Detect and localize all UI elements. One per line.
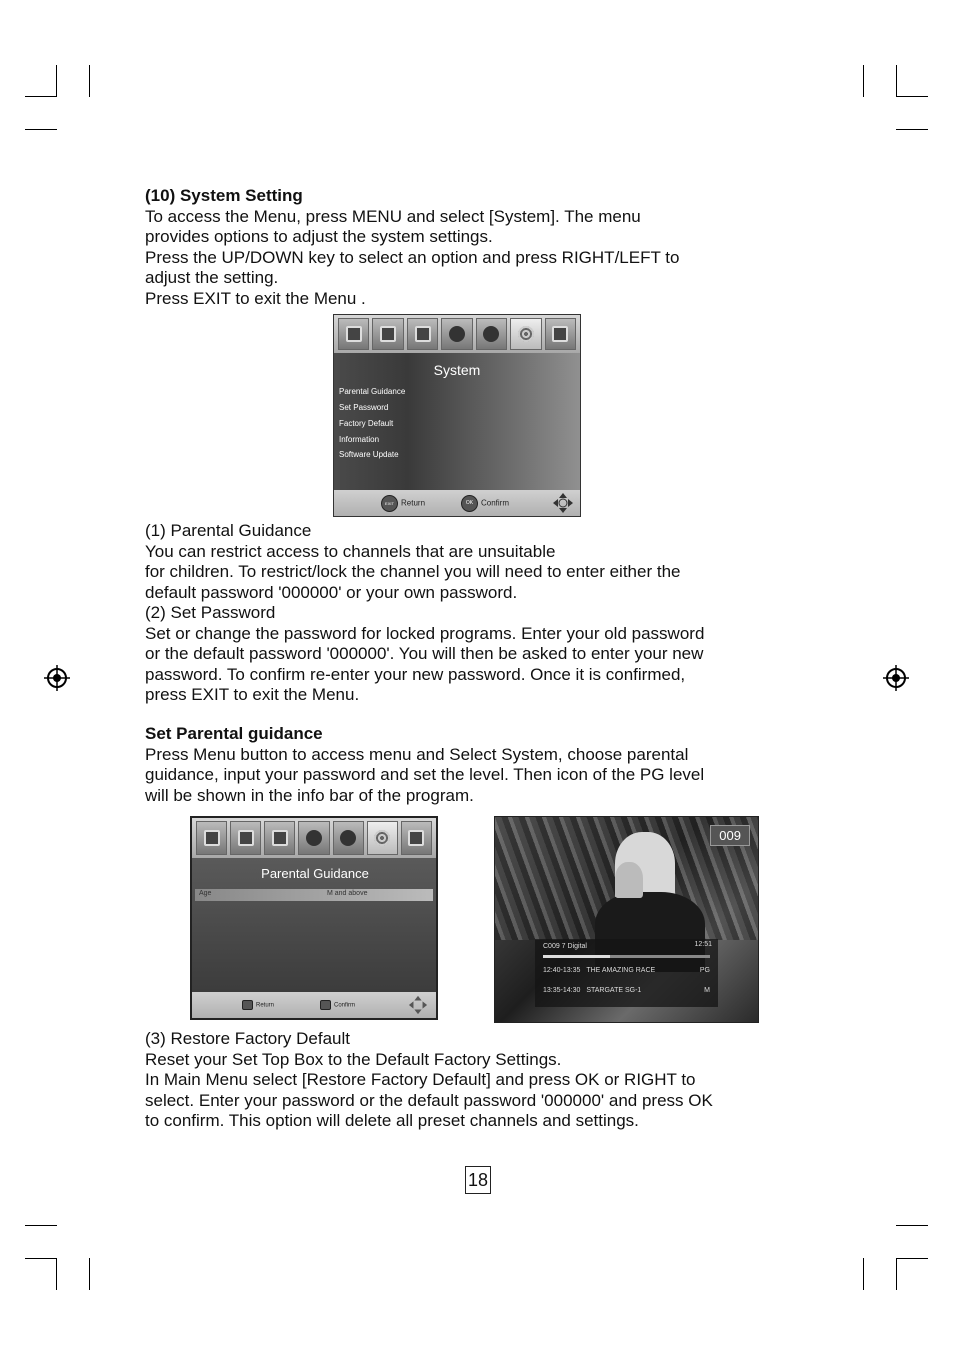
age-label: Age: [199, 890, 212, 897]
program-row: [543, 967, 710, 974]
menu-item: Information: [339, 435, 380, 444]
system-icon: [367, 821, 398, 855]
crop-mark: [89, 1258, 90, 1290]
crop-mark: [896, 1258, 928, 1259]
paragraph-line: for children. To restrict/lock the channel you will need to enter either the: [145, 562, 681, 581]
exit-key-label: EXIT: [385, 501, 394, 506]
picture-icon: [230, 821, 261, 855]
section-title: (10) System Setting: [145, 186, 303, 205]
program-title: STARGATE SG-1: [586, 987, 642, 994]
paragraph-line: Press the UP/DOWN key to select an option and press RIGHT/LEFT to: [145, 247, 680, 267]
option-icon: [476, 318, 507, 350]
parental-guidance-screenshot: [190, 816, 438, 1020]
return-hint: [381, 495, 425, 512]
menu-item: Software Update: [339, 450, 399, 459]
usb-icon: [401, 821, 432, 855]
crop-mark: [89, 65, 90, 97]
progress-bar: [543, 955, 710, 958]
ok-key-label: OK: [465, 500, 474, 506]
navigation-arrows-icon: [552, 492, 574, 514]
program-icon: [196, 821, 227, 855]
menu-title: System: [433, 362, 481, 378]
option-icon: [333, 821, 364, 855]
return-hint: [242, 1000, 274, 1010]
crop-mark: [896, 1258, 897, 1290]
menu-icon-bar: [334, 315, 580, 353]
info-bar: [535, 939, 718, 1007]
exit-key-icon: [381, 495, 398, 512]
paragraph-line: press EXIT to exit the Menu.: [145, 685, 360, 704]
person-photo: [615, 862, 643, 898]
program-title: THE AMAZING RACE: [586, 967, 656, 974]
menu-item: Parental Guidance: [339, 387, 406, 396]
channel-search-icon: [264, 821, 295, 855]
system-icon: [510, 318, 541, 350]
paragraph-line: You can restrict access to channels that are unsuitable: [145, 541, 556, 561]
paragraph-line: will be shown in the info bar of the program.: [145, 785, 474, 805]
channel-number: 009: [710, 825, 750, 846]
ok-key-icon: [461, 495, 478, 512]
paragraph-line: provides options to adjust the system settings.: [145, 227, 493, 246]
system-menu-screenshot: [333, 314, 581, 517]
clock-time: 12:51: [694, 941, 712, 948]
menu-footer: [334, 490, 580, 516]
crop-mark: [25, 1225, 57, 1226]
ok-key-icon: [320, 1000, 331, 1010]
crop-mark: [56, 1258, 57, 1290]
crop-mark: [896, 1225, 928, 1226]
program-time: 12:40-13:35: [543, 967, 581, 974]
paragraph-line: (2) Set Password: [145, 603, 276, 622]
paragraph-line: or the default password '000000'. You will then be asked to enter your new: [145, 644, 704, 663]
program-rating: PG: [699, 967, 710, 974]
paragraph-line: Press EXIT to exit the Menu .: [145, 288, 366, 308]
program-row: [543, 987, 710, 994]
registration-mark-icon: [883, 665, 909, 691]
menu-footer: [192, 992, 436, 1018]
confirm-hint: [461, 495, 509, 512]
paragraph-line: (3) Restore Factory Default: [145, 1029, 351, 1048]
time-icon: [441, 318, 472, 350]
paragraph-line: To access the Menu, press MENU and select [System]. The menu: [145, 206, 641, 226]
menu-icon-bar: [192, 818, 436, 858]
page-number: 18: [465, 1166, 491, 1194]
crop-mark: [896, 96, 928, 97]
paragraph-line: adjust the setting.: [145, 268, 279, 287]
menu-item: Set Password: [339, 403, 389, 412]
paragraph-line: to confirm. This option will delete all preset channels and settings.: [145, 1111, 639, 1130]
picture-icon: [372, 318, 403, 350]
confirm-hint: [320, 1000, 355, 1010]
program-time: 13:35-14:30: [543, 987, 581, 994]
crop-mark: [25, 129, 57, 130]
paragraph-line: In Main Menu select [Restore Factory Default] and press OK or RIGHT to: [145, 1070, 696, 1089]
paragraph-line: Set or change the password for locked programs. Enter your old password: [145, 623, 705, 643]
channel-search-icon: [407, 318, 438, 350]
time-icon: [298, 821, 329, 855]
paragraph-line: (1) Parental Guidance: [145, 521, 312, 540]
paragraph-line: guidance, input your password and set the level. Then icon of the PG level: [145, 765, 705, 784]
registration-mark-icon: [44, 665, 70, 691]
age-row[interactable]: [195, 889, 433, 901]
navigation-arrows-icon: [408, 995, 428, 1015]
crop-mark: [56, 65, 57, 97]
menu-item: Factory Default: [339, 419, 394, 428]
crop-mark: [25, 96, 57, 97]
set-parental-block: [145, 724, 704, 806]
subsection-title: Set Parental guidance: [145, 724, 323, 743]
paragraph-line: Press Menu button to access menu and Select System, choose parental: [145, 744, 689, 764]
paragraph-line: password. To confirm re-enter your new password. Once it is confirmed,: [145, 664, 686, 684]
exit-key-icon: [242, 1000, 253, 1010]
crop-mark: [863, 65, 864, 97]
paragraph-line: Reset your Set Top Box to the Default Factory Settings.: [145, 1049, 562, 1069]
menu-title: Parental Guidance: [261, 866, 369, 881]
age-value: M and above: [327, 890, 368, 897]
paragraph-line: default password '000000' or your own password.: [145, 582, 518, 602]
intro-block: [145, 186, 679, 309]
confirm-label: Confirm: [334, 1002, 356, 1009]
crop-mark: [25, 1258, 57, 1259]
crop-mark: [896, 129, 928, 130]
crop-mark: [863, 1258, 864, 1290]
tv-program-screenshot: [494, 816, 759, 1023]
return-label: Return: [256, 1002, 275, 1009]
program-icon: [338, 318, 369, 350]
channel-name: C009 7 Digital: [543, 943, 587, 950]
paragraph-line: select. Enter your password or the default password '000000' and press OK: [145, 1090, 713, 1110]
confirm-label: Confirm: [481, 498, 510, 508]
parental-block: [145, 521, 704, 706]
program-rating: M: [704, 987, 710, 994]
return-label: Return: [401, 498, 426, 508]
crop-mark: [896, 65, 897, 97]
usb-icon: [545, 318, 576, 350]
restore-block: [145, 1029, 713, 1132]
